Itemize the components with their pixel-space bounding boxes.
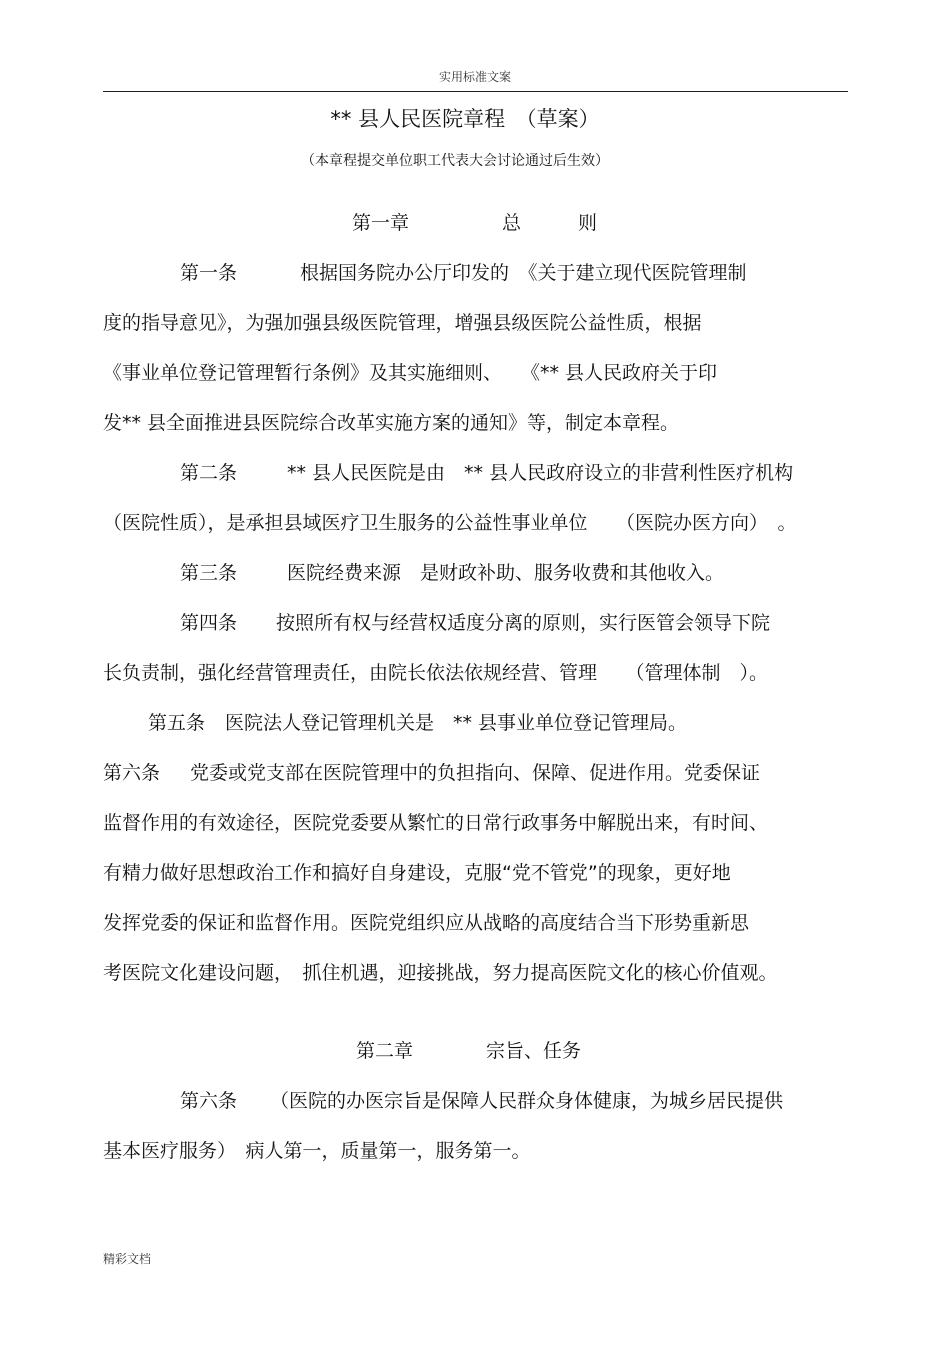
document-subtitle: （本章程提交单位职工代表大会讨论通过后生效）	[301, 153, 609, 169]
chapter-1-number: 第一章	[352, 212, 410, 234]
document-title: ** 县人民医院章程 （草案）	[330, 107, 600, 131]
article-1-line-2: 度的指导意见》，为强加强县级医院管理，增强县级医院公益性质，根据	[103, 312, 702, 334]
page-footer: 精彩文档	[103, 1252, 152, 1266]
article-1-line-3: 《事业单位登记管理暂行条例》及其实施细则、 《** 县人民政府关于印	[103, 362, 718, 384]
article-1-line-4: 发** 县全面推进县医院综合改革实施方案的通知》等，制定本章程。	[103, 412, 680, 434]
article-6a-line-5: 考医院文化建设问题， 抓住机遇，迎接挑战，努力提高医院文化的核心价值观。	[103, 962, 778, 984]
article-6b-label: 第六条	[180, 1090, 238, 1112]
article-2-label: 第二条	[180, 462, 238, 484]
article-4-line-2: 长负责制，强化经营管理责任，由院长依法依规经营、管理 （管理体制 ）。	[103, 662, 769, 684]
article-6a-line-1: 党委或党支部在医院管理中的负担指向、保障、促进作用。党委保证	[190, 762, 761, 784]
article-1-label: 第一条	[180, 262, 238, 284]
article-6b-line-1: （医院的办医宗旨是保障人民群众身体健康，为城乡居民提供	[270, 1090, 784, 1112]
chapter-1-name-part2: 则	[578, 212, 598, 234]
article-6a-line-2: 监督作用的有效途径，医院党委要从繁忙的日常行政事务中解脱出来，有时间、	[103, 812, 769, 834]
header-divider	[103, 91, 848, 92]
article-6a-label: 第六条	[103, 762, 161, 784]
article-6a-line-4: 发挥党委的保证和监督作用。医院党组织应从战略的高度结合当下形势重新思	[103, 912, 750, 934]
article-3-line-1: 医院经费来源 是财政补助、服务收费和其他收入。	[287, 562, 725, 584]
article-4-line-1: 按照所有权与经营权适度分离的原则，实行医管会领导下院	[276, 612, 771, 634]
chapter-2-name: 宗旨、任务	[486, 1040, 582, 1062]
article-5-label: 第五条	[148, 712, 206, 734]
article-5-line-1: 医院法人登记管理机关是 ** 县事业单位登记管理局。	[225, 712, 688, 734]
chapter-1-name-part1: 总	[502, 212, 522, 234]
article-3-label: 第三条	[180, 562, 238, 584]
page-header: 实用标准文案	[438, 70, 511, 84]
article-2-line-1: ** 县人民医院是由 ** 县人民政府设立的非营利性医疗机构	[287, 462, 794, 484]
article-1-line-1: 根据国务院办公厅印发的 《关于建立现代医院管理制	[300, 262, 747, 284]
article-6a-line-3: 有精力做好思想政治工作和搞好自身建设，克服“党不管党”的现象，更好地	[103, 862, 731, 884]
chapter-2-number: 第二章	[356, 1040, 414, 1062]
article-2-line-2: （医院性质），是承担县域医疗卫生服务的公益性事业单位 （医院办医方向） 。	[103, 512, 797, 534]
article-6b-line-2: 基本医疗服务） 病人第一，质量第一，服务第一。	[103, 1140, 531, 1162]
article-4-label: 第四条	[180, 612, 238, 634]
